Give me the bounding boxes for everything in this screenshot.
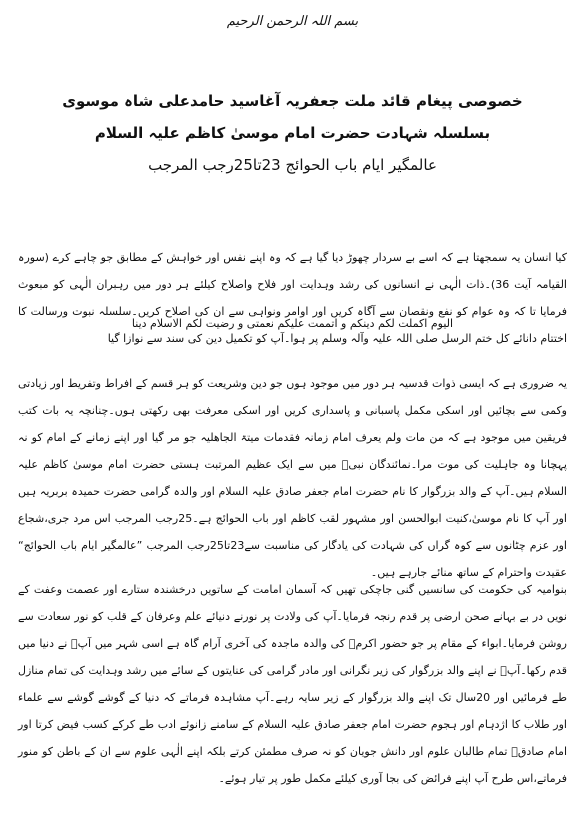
- occasion-title: بسلسلہ شہادت حضرت امام موسیٰ کاظم علیہ السلام: [94, 124, 491, 142]
- body-paragraph-1: کیا انسان یہ سمجھتا ہے کہ اسے بے سردار چھوڑ دیا گیا ہے کہ وہ اپنے نفس اور خواہش کے مطابق جو چاہے کرے (سورہ القیامہ آیت 36)۔ذات الٰہی نے انسانوں کی رشد وہدایت اور فلاح واصلاح کیلئے ہر دور میں رہبران الٰہی کو مبعوث فرمایا تا کہ وہ عوام کو نفع ونقصان سے آگاہ کریں اور اوامر ونواہی سے ان کی اصلاح کریں۔سلسلہ نبوت ورسالت کا اختتام دانائے کل ختم الرسل صلی اللہ علیہ وآلہ وسلم پر ہوا۔آپ کو تکمیل دین کی سند سے نوازا گیا: [18, 251, 567, 345]
- message-title: خصوصی پیغام قائد ملت جعفریہ آغاسید حامدعلی شاہ موسوی: [62, 92, 523, 110]
- quran-verse: الیوم اکملت لکم دینکم و اتممت علیکم نعمتی و رضیت لکم الاسلام دینا: [131, 317, 454, 330]
- body-paragraph-2: یہ ضروری ہے کہ ایسی ذوات قدسیہ ہر دور میں موجود ہوں جو دین وشریعت کو ہر قسم کے افراط وتفریط اور زیادتی وکمی سے بچائیں اور اسکی مکمل پاسبانی و پاسداری کریں اور اسکی معرفت بھی رکھتی ہوں۔چنانچہ یہ بات کتب فریقین میں موجود ہے کہ من مات ولم یعرف امام زمانہ فقدمات میتۃ الجاھلیہ جو مر گیا اور اپنے زمانے کے امام کو نہ پہچانا وہ جاہلیت کی موت مرا۔نمائندگان نبیؐ میں سے ایک عظیم المرتبت ہستی حضرت امام موسیٰ کاظم علیہ السلام ہیں۔آپ کے والد بزرگوار کا نام حضرت امام جعفر صادق علیہ السلام اور والدہ گرامی حضرت حمیدہ بربریہ ہیں اور آپ کا نام موسیٰ،کنیت ابوالحسن اور مشہور لقب کاظم اور باب الحوائج ہے۔25رجب المرجب اس مرد جری،شجاع اور عزم چٹانوں سے کوہ گراں کی شہادت کی یادگار کی مناسبت سے23تا25رجب المرجب ”عالمگیر ایام باب الحوائج“ عقیدت واحترام کے ساتھ منائے جارہے ہیں۔: [18, 377, 567, 579]
- bismillah-heading: بسم اللہ الرحمن الرحیم: [226, 14, 359, 29]
- body-paragraph-3: بنوامیہ کی حکومت کی سانسیں گنی جاچکی تھیں کہ آسمان امامت کے ساتویں درخشندہ ستارے اور عصمت وعفت کے نویں در بے بہانے صحن ارضی پر قدم رنجہ فرمایا۔آپ کی ولادت پر نورنے دنیائے علم وعرفان کے قلب کو نور سعادت سے روشن فرمایا۔ابواء کے مقام پر جو حضور اکرمؐ کی والدہ ماجدہ کی آخری آرام گاہ ہے اسی شہر میں آپؑ نے دنیا میں قدم رکھا۔آپؑ نے اپنے والد بزرگوار کی زیر نگرانی اور مادر گرامی کی عنایتوں کے سائے میں رشد وہدایت کی تمام منازل طے فرمائیں اور 20سال تک اپنے والد بزرگوار کے زیر سایہ رہے۔آپ مشاہدہ فرماتے کہ دنیا کے گوشے گوشے سے علماء اور طلاب کا اژدہام اور ہجوم حضرت امام جعفر صادق علیہ السلام کے سامنے زانوئے ادب طے کرکے کسب فیض کرتا اور امام صادقؑ تمام طالبان علوم اور دانش جویان کو نہ صرف مطمئن کرتے بلکہ اپنے الٰہی علوم سے ان کے باطن کو منور فرماتے،اس طرح آپ اپنے فرائض کی بجا آوری کیلئے مکمل طور پر تیار ہوئے۔: [18, 583, 567, 785]
- event-subtitle: عالمگیر ایام باب الحوائج 23تا25رجب المرجب: [148, 156, 437, 174]
